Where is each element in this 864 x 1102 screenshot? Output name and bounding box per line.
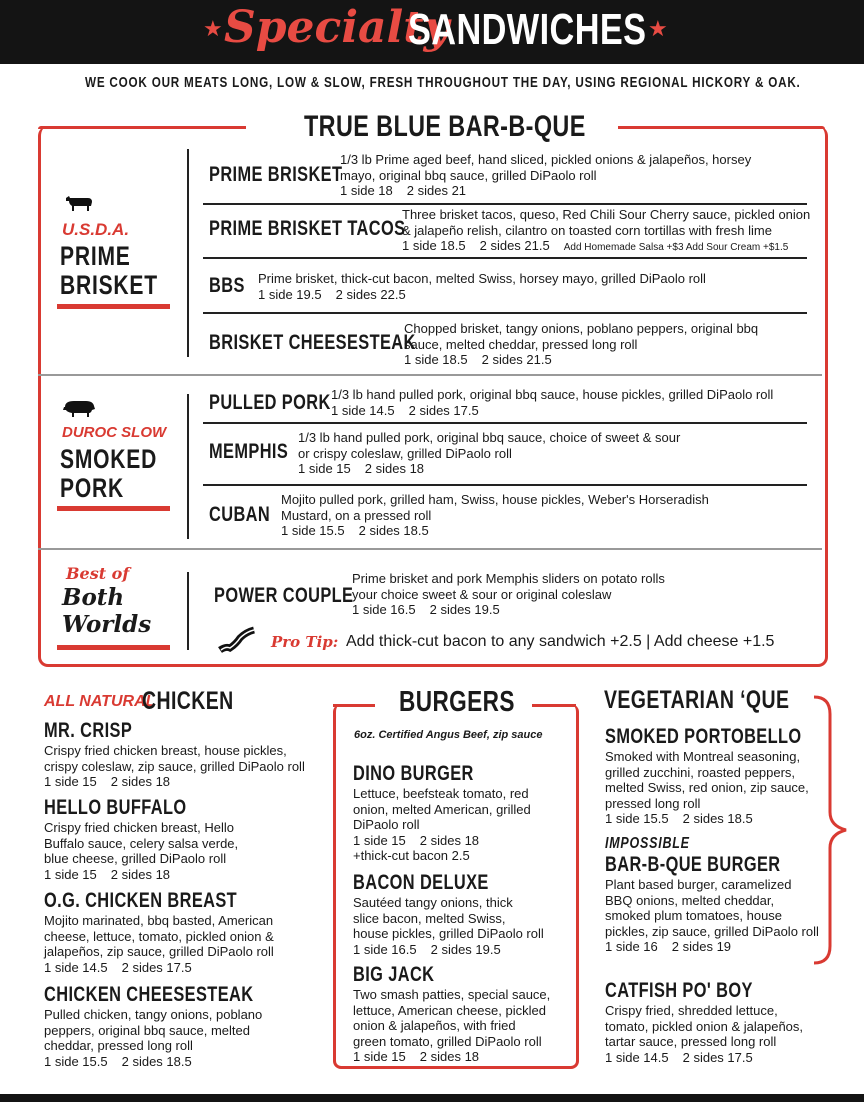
brisket-cat-bar — [57, 304, 170, 309]
item-name: BBS — [209, 274, 245, 297]
divider — [203, 422, 807, 424]
footer-bar — [0, 1094, 864, 1102]
both-cat-line1: Best of — [66, 564, 130, 583]
pork-cat-line1: SMOKED — [60, 444, 158, 474]
item-desc: 1/3 lb hand pulled pork, original bbq sauce, house pickles, grilled DiPaolo roll 1 side 14.5 2 sides 17.5 — [331, 387, 774, 418]
pork-cat-small: DUROC SLOW — [62, 424, 167, 441]
cow-icon — [64, 192, 94, 212]
brisket-cat-line1: PRIME — [60, 241, 131, 271]
header-script-word: Specialty — [224, 2, 450, 53]
item-name: POWER COUPLE — [214, 584, 354, 607]
divider — [203, 203, 807, 205]
item-desc: Prime brisket, thick-cut bacon, melted Swiss, horsey mayo, grilled DiPaolo roll 1 side 19.5 2 sides 22.5 — [258, 271, 706, 302]
veg-title: VEGETARIAN ‘QUE — [604, 686, 790, 714]
item-name: PRIME BRISKET — [209, 163, 343, 186]
star-icon: ★ — [203, 16, 223, 41]
divider — [203, 257, 807, 259]
chicken-title-small: ALL NATURAL — [44, 693, 156, 710]
item-desc: Prime brisket and pork Memphis sliders on potato rolls your choice sweet & sour or original coleslaw 1 side 16.5 2 sides 19.5 — [352, 571, 665, 617]
chicken-item: MR. CRISP Crispy fried chicken breast, house pickles, crispy coleslaw, zip sauce, grilled DiPaolo roll 1 side 15 2 sides 18 — [44, 719, 305, 789]
divider — [187, 572, 189, 650]
item-name: PRIME BRISKET TACOS — [209, 217, 406, 240]
brisket-cat-small: U.S.D.A. — [62, 220, 130, 239]
divider — [187, 394, 189, 539]
divider — [203, 312, 807, 314]
divider — [203, 484, 807, 486]
item-desc: Mojito pulled pork, grilled ham, Swiss, house pickles, Weber's Horseradish Mustard, on a pressed roll 1 side 15.5 2 sides 18.5 — [281, 492, 709, 538]
pig-icon — [62, 398, 96, 418]
frame-top-left — [333, 704, 375, 707]
frame-top-right — [532, 704, 576, 707]
item-name: BRISKET CHEESESTEAK — [209, 331, 416, 354]
both-cat-line2: Both — [62, 584, 125, 611]
divider — [187, 149, 189, 357]
header-subtitle: WE COOK OUR MEATS LONG, LOW & SLOW, FRESH THROUGHOUT THE DAY, USING REGIONAL HICKORY & OAK. — [85, 74, 801, 91]
divider — [38, 548, 822, 550]
pork-cat-line2: PORK — [60, 473, 124, 503]
bbq-title: TRUE BLUE BAR-B-QUE — [304, 110, 586, 143]
pro-tip-label: Pro Tip: — [271, 633, 339, 651]
burger-item: DINO BURGER Lettuce, beefsteak tomato, red onion, melted American, grilled DiPaolo roll 1 side 15 2 sides 18 +thick-cut bacon 2.5 — [353, 762, 531, 863]
burger-item: BIG JACK Two smash patties, special sauce, lettuce, American cheese, pickled onion & jalapeños, with fried green tomato, grilled DiPaolo roll 1 side 15 2 sides 18 — [353, 963, 551, 1064]
chicken-item: O.G. CHICKEN BREAST Mojito marinated, bbq basted, American cheese, lettuce, tomato, pickled onion & jalapeños, zip sauce, grilled DiPaolo roll 1 side 14.5 2 sides 17.5 — [44, 889, 274, 975]
item-desc: 1/3 lb hand pulled pork, original bbq sauce, choice of sweet & sour or crispy coleslaw, grilled DiPaolo roll 1 side 15 2 sides 18 — [298, 430, 681, 476]
pro-tip-text: Add thick-cut bacon to any sandwich +2.5 | Add cheese +1.5 — [346, 633, 775, 650]
frame-top-left — [38, 126, 246, 129]
item-desc: 1/3 lb Prime aged beef, hand sliced, pickled onions & jalapeños, horsey mayo, original bbq sauce, grilled DiPaolo roll 1 side 18 2 sides 21 — [340, 152, 752, 198]
bacon-icon — [216, 624, 258, 656]
divider — [38, 374, 822, 376]
burgers-title: BURGERS — [399, 686, 515, 718]
veg-item: SMOKED PORTOBELLO Smoked with Montreal seasoning, grilled zucchini, roasted peppers, melted Swiss, red onion, zip sauce, pressed long roll 1 side 15.5 2 sides 18.5 — [605, 725, 809, 826]
veg-item: IMPOSSIBLE BAR-B-QUE BURGER Plant based burger, caramelized BBQ onions, melted cheddar, smoked plum tomatoes, house pickles, zip sauce, grilled DiPaolo roll 1 side 16 2 sides 19 — [605, 835, 819, 954]
frame-top-right — [618, 126, 825, 129]
chicken-title: CHICKEN — [142, 687, 234, 715]
veg-item: CATFISH PO' BOY Crispy fried, shredded lettuce, tomato, pickled onion & jalapeños, tartar sauce, pressed long roll 1 side 14.5 2 sides 17.5 — [605, 979, 804, 1065]
brisket-cat-line2: BRISKET — [60, 270, 158, 300]
item-desc: Chopped brisket, tangy onions, poblano peppers, original bbq sauce, melted cheddar, pressed long roll 1 side 18.5 2 sides 21.5 — [404, 321, 759, 367]
item-name: CUBAN — [209, 503, 271, 526]
burger-item: BACON DELUXE Sautéed tangy onions, thick slice bacon, melted Swiss, house pickles, grilled DiPaolo roll 1 side 16.5 2 sides 19.5 — [353, 871, 544, 957]
burgers-note: 6oz. Certified Angus Beef, zip sauce — [354, 729, 543, 741]
header-main-word: SANDWICHES — [408, 5, 647, 54]
chicken-item: CHICKEN CHEESESTEAK Pulled chicken, tangy onions, poblano peppers, original bbq sauce, melted cheddar, pressed long roll 1 side 15.5 2 sides 18.5 — [44, 983, 263, 1069]
star-icon: ★ — [648, 16, 668, 41]
pork-cat-bar — [57, 506, 170, 511]
item-name: PULLED PORK — [209, 391, 331, 414]
item-name: MEMPHIS — [209, 440, 289, 463]
both-cat-bar — [57, 645, 170, 650]
both-cat-line3: Worlds — [62, 611, 152, 638]
item-desc: Three brisket tacos, queso, Red Chili Sour Cherry sauce, pickled onion & jalapeño relish, cilantro on toasted corn tortillas with fresh lime 1 side 18.5 2 sides 21.5 Add Homemade Salsa +$3 Add Sour Cream +$1.5 — [402, 207, 811, 253]
chicken-item: HELLO BUFFALO Crispy fried chicken breast, Hello Buffalo sauce, celery salsa verde, blue cheese, grilled DiPaolo roll 1 side 15 2 sides 18 — [44, 796, 239, 882]
